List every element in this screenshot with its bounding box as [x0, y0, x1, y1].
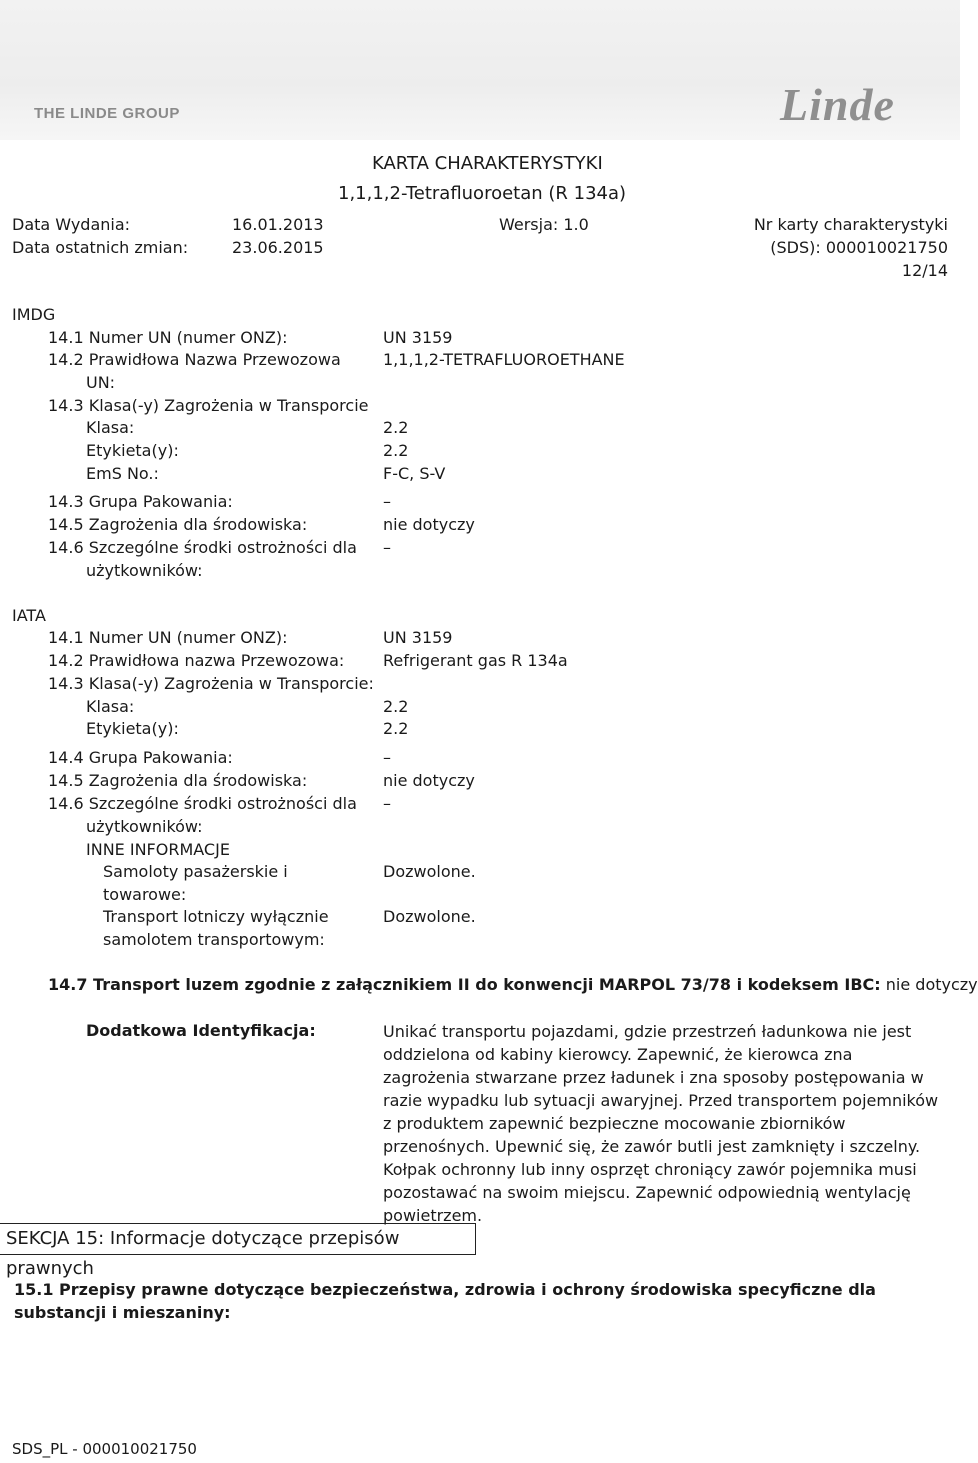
iata-class-value: 2.2	[383, 697, 409, 716]
bulk-transport-value: nie dotyczy	[885, 975, 978, 994]
iata-cargo-label: Transport lotniczy wyłącznie	[103, 907, 329, 926]
iata-labels-value: 2.2	[383, 719, 409, 738]
iata-un-label: 14.1 Numer UN (numer ONZ):	[48, 628, 288, 647]
imdg-un-label: 14.1 Numer UN (numer ONZ):	[48, 328, 288, 347]
iata-env-label: 14.5 Zagrożenia dla środowiska:	[48, 771, 308, 790]
iata-special-value: –	[383, 794, 391, 813]
iata-other-heading: INNE INFORMACJE	[86, 840, 230, 859]
sds-number: (SDS): 000010021750	[770, 238, 948, 257]
imdg-ems-value: F-C, S-V	[383, 464, 446, 483]
imdg-class-label: Klasa:	[86, 418, 135, 437]
version: Wersja: 1.0	[499, 215, 589, 234]
imdg-ems-label: EmS No.:	[86, 464, 159, 483]
imdg-packing-value: –	[383, 492, 391, 511]
section-15-heading: SEKCJA 15: Informacje dotyczące przepisów prawnych	[0, 1223, 476, 1255]
bulk-transport-line	[48, 975, 978, 994]
imdg-un-value: UN 3159	[383, 328, 453, 347]
iata-passenger-label: Samoloty pasażerskie i	[103, 862, 288, 881]
iata-class-label: Klasa:	[86, 697, 135, 716]
iata-class-heading: 14.3 Klasa(-y) Zagrożenia w Transporcie:	[48, 674, 374, 693]
group-name-logo: THE LINDE GROUP	[34, 105, 180, 122]
iata-cargo-value: Dozwolone.	[383, 907, 476, 926]
issue-date-label: Data Wydania:	[12, 215, 131, 234]
revision-date: 23.06.2015	[232, 238, 324, 257]
additional-id-text: Unikać transportu pojazdami, gdzie przestrzeń ładunkowa nie jest oddzielona od kabiny kierowcy. Zapewnić, że kierowca zna zagrożenia stwarzane przez ładunek i zna sposoby postępowania w razie wypadku lub sytuacji awaryjnej. Przed transportem pojemników z produktem zapewnić bezpieczne mocowanie zbiorników przenośnych. Upewnić się, że zawór butli jest zamknięty i szczelny. Kołpak ochronny lub inny osprzęt chroniący zawór pojemnika musi pozostawać na swoim miejscu. Zapewnić odpowiednią wentylację powietrzem.	[383, 1022, 939, 1225]
page-number: 12/14	[901, 261, 948, 280]
card-number-label: Nr karty charakterystyki	[753, 215, 948, 234]
iata-packing-label: 14.4 Grupa Pakowania:	[48, 748, 233, 767]
imdg-name-label-cont: UN:	[86, 373, 116, 392]
imdg-special-label: 14.6 Szczególne środki ostrożności dla	[48, 538, 357, 557]
iata-un-value: UN 3159	[383, 628, 453, 647]
iata-name-value: Refrigerant gas R 134a	[383, 651, 568, 670]
imdg-env-label: 14.5 Zagrożenia dla środowiska:	[48, 515, 308, 534]
iata-cargo-label-cont: samolotem transportowym:	[103, 930, 325, 949]
imdg-env-value: nie dotyczy	[383, 515, 475, 534]
iata-passenger-value: Dozwolone.	[383, 862, 476, 881]
imdg-labels-label: Etykieta(y):	[86, 441, 179, 460]
imdg-name-label: 14.2 Prawidłowa Nazwa Przewozowa	[48, 350, 341, 369]
section-15-1-heading: 15.1 Przepisy prawne dotyczące bezpieczeństwa, zdrowia i ochrony środowiska specyficzne dla substancji i mieszaniny:	[14, 1280, 876, 1322]
revision-date-label: Data ostatnich zmian:	[12, 238, 189, 257]
imdg-heading: IMDG	[12, 305, 56, 324]
iata-packing-value: –	[383, 748, 391, 767]
imdg-special-value: –	[383, 538, 391, 557]
imdg-class-value: 2.2	[383, 418, 409, 437]
bulk-transport-label: 14.7 Transport luzem zgodnie z załącznikiem II do konwencji MARPOL 73/78 i kodeksem IBC:	[48, 975, 881, 994]
issue-date: 16.01.2013	[232, 215, 324, 234]
iata-env-value: nie dotyczy	[383, 771, 475, 790]
iata-special-label-cont: użytkowników:	[86, 817, 203, 836]
additional-id-label: Dodatkowa Identyfikacja:	[86, 1021, 316, 1040]
imdg-class-heading: 14.3 Klasa(-y) Zagrożenia w Transporcie	[48, 396, 369, 415]
iata-passenger-label-cont: towarowe:	[103, 885, 187, 904]
footer-sds-id: SDS_PL - 000010021750	[12, 1440, 197, 1458]
document-title: KARTA CHARAKTERYSTYKI	[372, 153, 603, 174]
imdg-packing-label: 14.3 Grupa Pakowania:	[48, 492, 233, 511]
imdg-labels-value: 2.2	[383, 441, 409, 460]
imdg-special-label-cont: użytkowników:	[86, 561, 203, 580]
iata-name-label: 14.2 Prawidłowa nazwa Przewozowa:	[48, 651, 345, 670]
linde-logo: Linde	[780, 79, 895, 130]
iata-heading: IATA	[12, 606, 46, 625]
imdg-name-value: 1,1,1,2-TETRAFLUOROETHANE	[383, 350, 625, 369]
product-name: 1,1,1,2-Tetrafluoroetan (R 134a)	[338, 183, 627, 204]
header-banner	[0, 0, 960, 140]
iata-special-label: 14.6 Szczególne środki ostrożności dla	[48, 794, 357, 813]
iata-labels-label: Etykieta(y):	[86, 719, 179, 738]
